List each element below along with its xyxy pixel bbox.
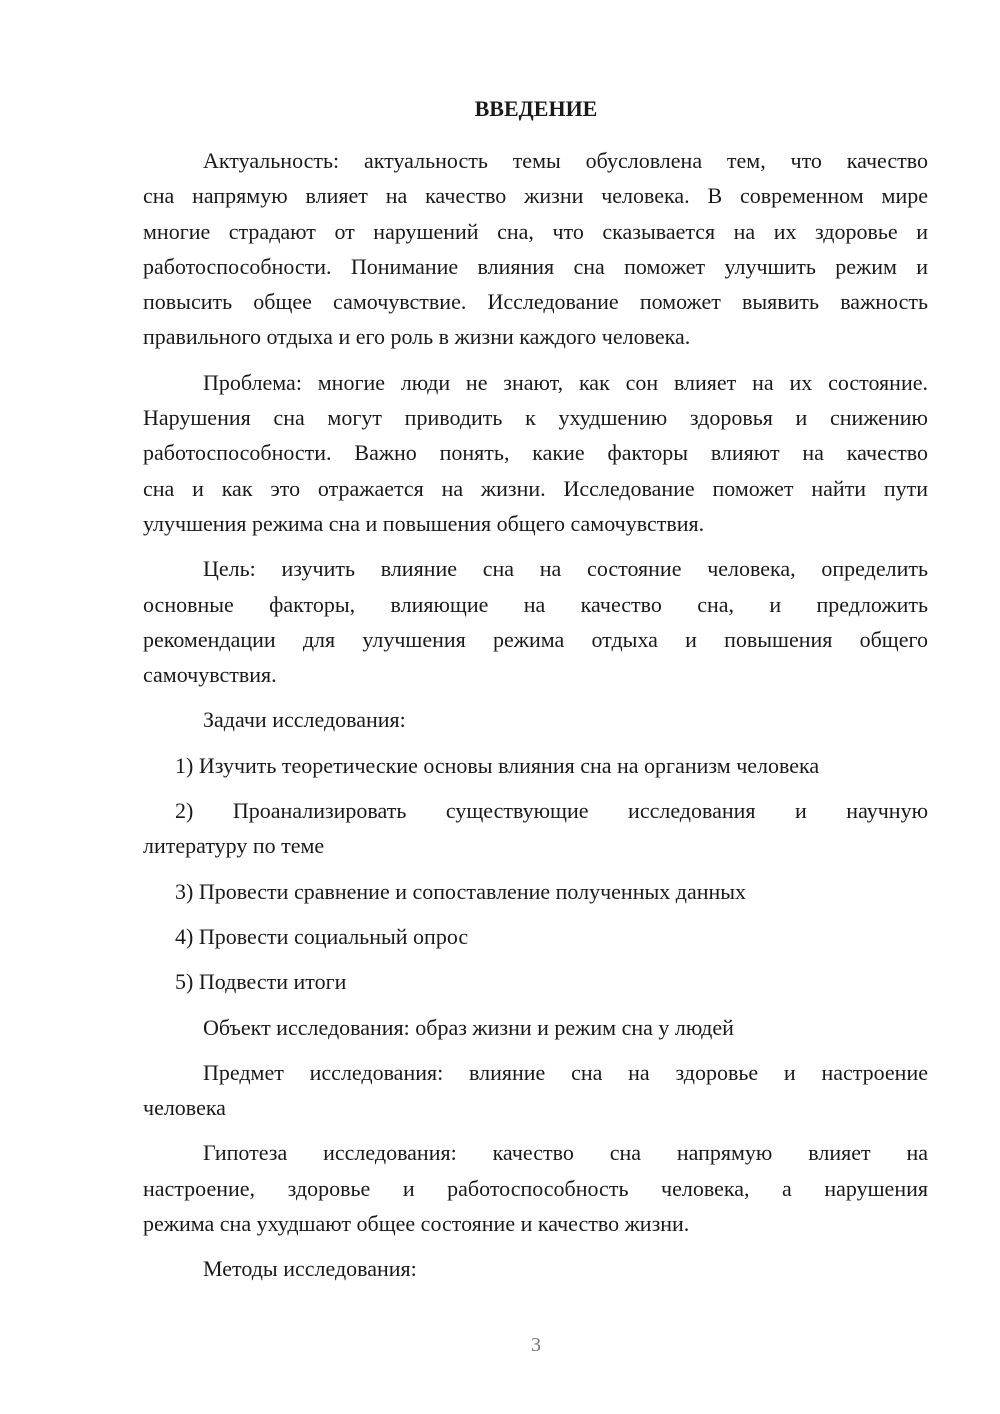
text-line: настроение, здоровье и работоспособность человека, а нарушения — [143, 1175, 928, 1201]
text-line: 5) Подвести итоги — [175, 969, 347, 995]
text-line: Объект исследования: образ жизни и режим сна у людей — [203, 1014, 734, 1040]
paragraph — [143, 1135, 928, 1241]
paragraph — [143, 551, 928, 692]
paragraph — [143, 365, 928, 541]
text-line: режима сна ухудшают общее состояние и качество жизни. — [143, 1211, 690, 1237]
paragraph — [143, 702, 928, 737]
task-list-item — [143, 874, 928, 909]
paragraph — [143, 143, 928, 355]
text-line: улучшения режима сна и повышения общего самочувствия. — [143, 510, 705, 536]
paragraph — [143, 1055, 928, 1126]
text-line: Проблема: многие люди не знают, как сон влияет на их состояние. — [203, 369, 928, 395]
text-line: человека — [143, 1095, 226, 1121]
document-body — [143, 143, 928, 1297]
task-list-item — [143, 793, 928, 864]
task-list-item — [143, 964, 928, 999]
text-line: 4) Провести социальный опрос — [175, 923, 469, 949]
text-line: 1) Изучить теоретические основы влияния сна на организм человека — [175, 752, 820, 778]
section-title: ВВЕДЕНИЕ — [474, 96, 598, 121]
text-line: Предмет исследования: влияние сна на здоровье и настроение — [203, 1059, 928, 1085]
text-line: сна напрямую влияет на качество жизни человека. В современном мире — [143, 183, 928, 209]
text-line: многие страдают от нарушений сна, что сказывается на их здоровье и — [143, 218, 928, 244]
text-line: сна и как это отражается на жизни. Исследование поможет найти пути — [143, 475, 928, 501]
text-line: Задачи исследования: — [203, 707, 406, 733]
text-line: основные факторы, влияющие на качество сна, и предложить — [143, 591, 928, 617]
text-line: Актуальность: актуальность темы обусловлена тем, что качество — [203, 148, 928, 173]
text-line: Цель: изучить влияние сна на состояние человека, определить — [203, 556, 928, 582]
text-line: работоспособности. Важно понять, какие факторы влияют на качество — [143, 440, 928, 466]
text-line: работоспособности. Понимание влияния сна поможет улучшить режим и — [143, 253, 928, 279]
text-line: литературу по теме — [143, 833, 325, 859]
task-list-item — [143, 748, 928, 783]
text-line: самочувствия. — [143, 662, 277, 688]
page-number: 3 — [531, 1334, 541, 1356]
text-line: повысить общее самочувствие. Исследование поможет выявить важность — [143, 289, 928, 315]
text-line: 2) Проанализировать существующие исследования и научную — [175, 798, 928, 824]
text-line: 3) Провести сравнение и сопоставление полученных данных — [175, 878, 747, 904]
paragraph — [143, 1010, 928, 1045]
paragraph — [143, 1251, 928, 1286]
text-line: Методы исследования: — [203, 1256, 417, 1282]
text-line: Гипотеза исследования: качество сна напрямую влияет на — [203, 1140, 928, 1166]
text-line: Нарушения сна могут приводить к ухудшению здоровья и снижению — [143, 405, 928, 431]
text-line: правильного отдыха и его роль в жизни каждого человека. — [143, 324, 691, 350]
text-line: рекомендации для улучшения режима отдыха и повышения общего — [143, 626, 928, 652]
task-list-item — [143, 919, 928, 954]
